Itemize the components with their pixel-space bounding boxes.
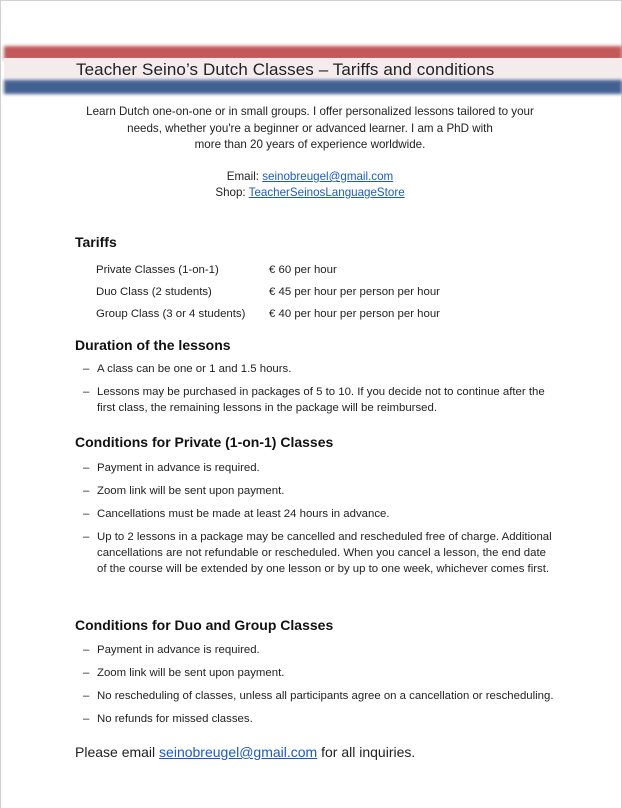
email-line <box>60 169 560 185</box>
list-item: – Lessons may be purchased in packages of 5 to 10. If you decide not to continue after the first class, the remaining lessons in the package will be reimbursed. <box>83 384 553 416</box>
duration-list <box>83 361 553 423</box>
shop-link[interactable]: TeacherSeinosLanguageStore <box>248 186 405 199</box>
list-item: – Zoom link will be sent upon payment. <box>83 665 593 681</box>
list-item: – Cancellations must be made at least 24 hours in advance. <box>83 506 553 522</box>
tariff-name: Private Classes (1-on-1) <box>96 264 219 276</box>
email-label: Email: <box>226 170 263 183</box>
page-title: Teacher Seino’s Dutch Classes – Tariffs and conditions <box>76 60 495 79</box>
shop-line <box>60 185 560 201</box>
private-conditions-heading: Conditions for Private (1-on-1) Classes <box>75 434 334 450</box>
contact-block <box>60 169 560 201</box>
tariff-price: € 45 per hour per person per hour <box>269 286 440 298</box>
closing-text-after: for all inquiries. <box>317 744 416 760</box>
tariff-row <box>96 281 440 303</box>
shop-label: Shop: <box>215 186 249 199</box>
duration-heading: Duration of the lessons <box>75 337 231 353</box>
tariffs-heading: Tariffs <box>75 234 117 250</box>
tariff-row <box>96 303 440 325</box>
intro-line-3: more than 20 years of experience worldwide. <box>194 138 426 151</box>
tariff-row <box>96 259 440 281</box>
tariff-name: Group Class (3 or 4 students) <box>96 308 246 320</box>
intro-line-1: Learn Dutch one-on-one or in small groups. I offer personalized lessons tailored to your <box>86 105 534 118</box>
tariff-price: € 40 per hour per person per hour <box>269 308 440 320</box>
list-item: – Payment in advance is required. <box>83 642 593 658</box>
group-conditions-list <box>83 642 593 734</box>
tariffs-table <box>96 259 440 325</box>
intro-line-2: needs, whether you're a beginner or advanced learner. I am a PhD with <box>127 121 493 135</box>
intro-text <box>60 104 560 154</box>
list-item: – No refunds for missed classes. <box>83 711 593 727</box>
list-item: – Zoom link will be sent upon payment. <box>83 483 553 499</box>
closing-email-link[interactable]: seinobreugel@gmail.com <box>159 744 318 760</box>
closing-line <box>75 744 415 760</box>
list-item: – Up to 2 lessons in a package may be cancelled and rescheduled free of charge. Additional cancellations are not refundable or rescheduled. When you cancel a lesson, the end date of the course will be extended by one lesson or by up to one week, whichever comes first. <box>83 529 553 577</box>
flag-red-stripe <box>4 46 622 60</box>
list-item: – No rescheduling of classes, unless all participants agree on a cancellation or rescheduling. <box>83 688 593 704</box>
closing-text-before: Please email <box>75 744 160 760</box>
private-conditions-list <box>83 460 553 584</box>
tariff-price: € 60 per hour <box>269 264 337 276</box>
list-item: – Payment in advance is required. <box>83 460 553 476</box>
email-link[interactable]: seinobreugel@gmail.com <box>262 170 394 183</box>
tariff-name: Duo Class (2 students) <box>96 286 212 298</box>
flag-blue-stripe <box>4 80 622 94</box>
group-conditions-heading: Conditions for Duo and Group Classes <box>75 617 334 633</box>
list-item: – A class can be one or 1 and 1.5 hours. <box>83 361 553 377</box>
